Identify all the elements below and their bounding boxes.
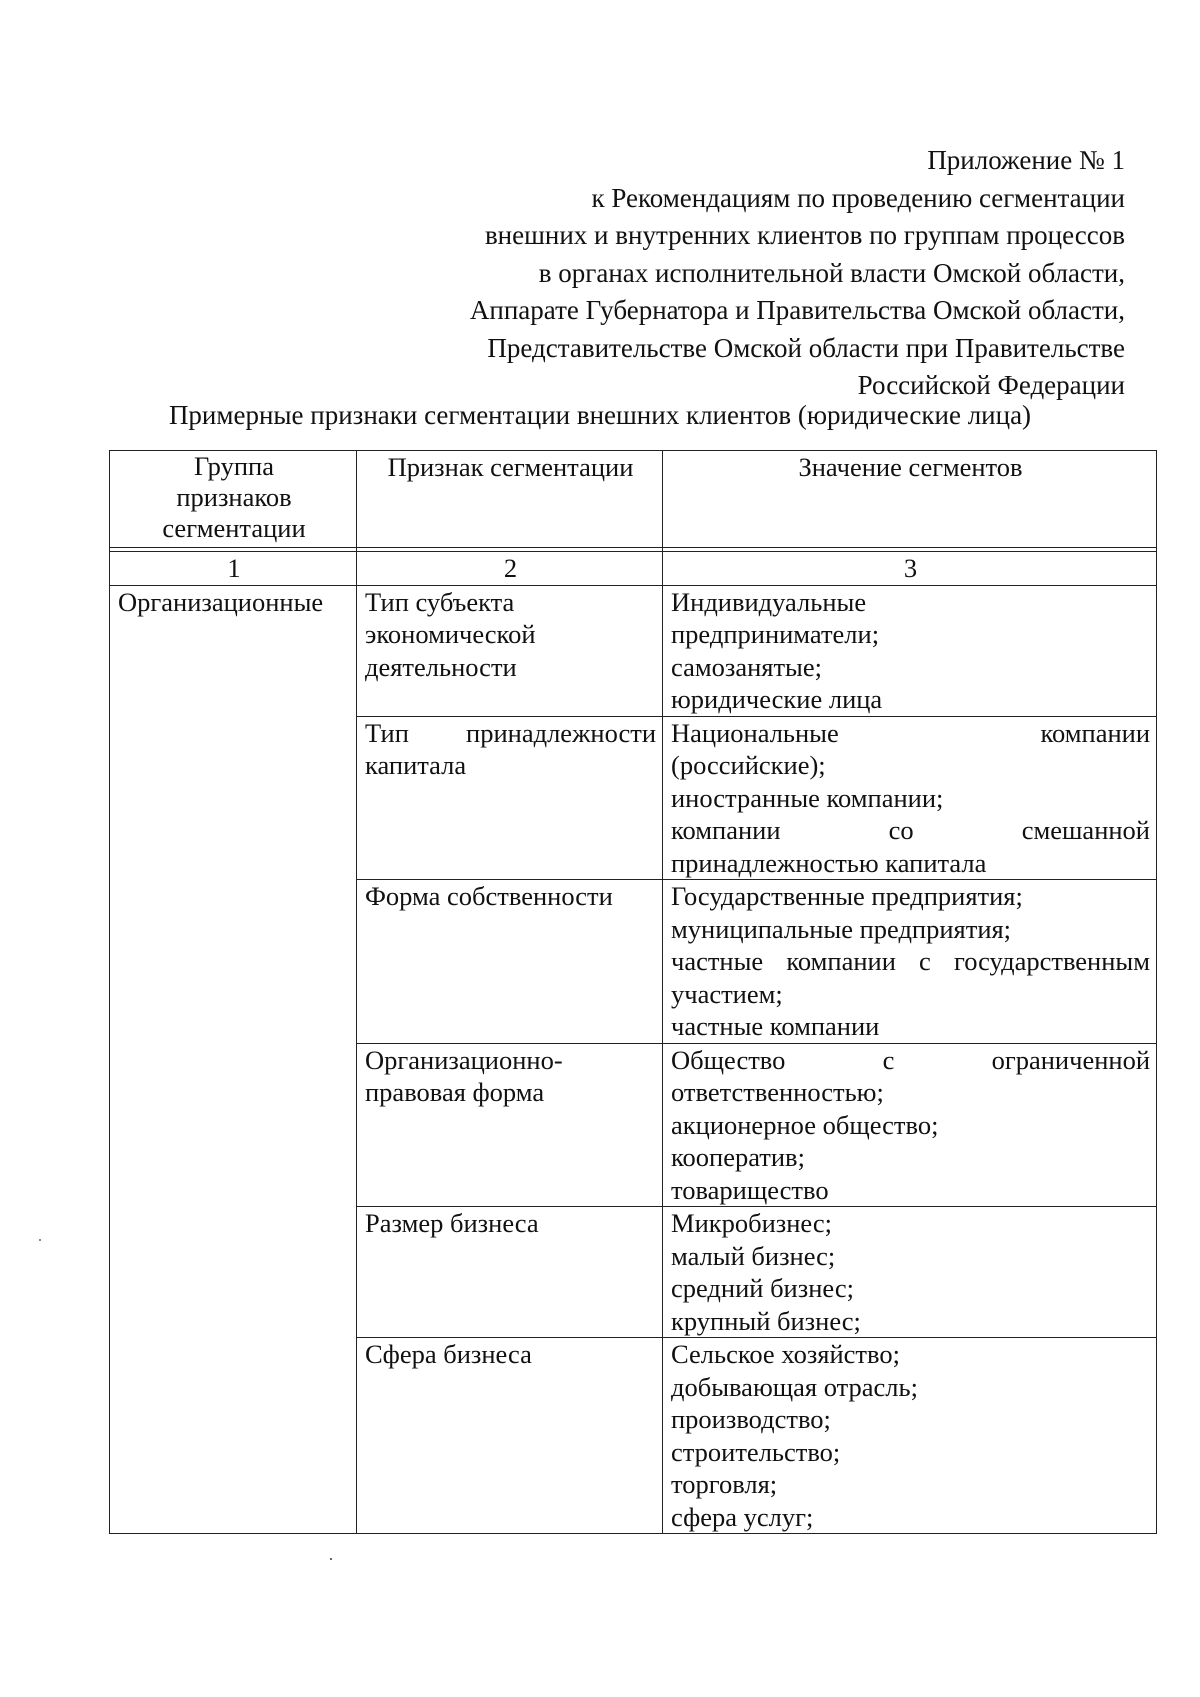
header-feature: Признак сегментации bbox=[357, 451, 663, 548]
scan-speck bbox=[330, 1558, 332, 1560]
annex-line: Российской Федерации bbox=[857, 370, 1125, 400]
feature-line: Размер бизнеса bbox=[365, 1208, 539, 1238]
header-group bbox=[110, 451, 357, 548]
value-line: иностранные компании; bbox=[671, 782, 944, 813]
group-cell: Организационные bbox=[110, 585, 357, 1534]
value-line: (российские); bbox=[671, 750, 826, 780]
feature-line: правовая форма bbox=[365, 1077, 545, 1107]
value-line: самозанятые; bbox=[671, 651, 822, 682]
value-line: ответственностью; bbox=[671, 1077, 884, 1107]
value-line: малый бизнес; bbox=[671, 1240, 836, 1271]
header-group-line: признаков bbox=[176, 482, 292, 512]
feature-line: экономической bbox=[365, 619, 536, 649]
column-number: 2 bbox=[357, 552, 663, 586]
value-line: Индивидуальные bbox=[671, 586, 867, 617]
value-line: юридические лица bbox=[671, 684, 883, 714]
scan-speck bbox=[39, 1239, 41, 1241]
value-line: Государственные предприятия; bbox=[671, 881, 1023, 911]
value-line: производство; bbox=[671, 1404, 831, 1434]
value-line: строительство; bbox=[671, 1436, 841, 1467]
value-line: Общество с ограниченной bbox=[671, 1044, 1150, 1075]
value-line: Микробизнес; bbox=[671, 1208, 832, 1238]
feature-cell bbox=[357, 1207, 663, 1338]
value-line: средний бизнес; bbox=[671, 1273, 854, 1303]
value-cell bbox=[663, 1338, 1157, 1534]
column-number: 3 bbox=[663, 552, 1157, 586]
value-cell bbox=[663, 1207, 1157, 1338]
value-line: частные компании с государственным bbox=[671, 946, 1150, 976]
annex-line: к Рекомендациям по проведению сегментации bbox=[591, 182, 1125, 213]
column-number-row bbox=[110, 552, 1157, 586]
value-line: Сельское хозяйство; bbox=[671, 1339, 900, 1369]
value-cell bbox=[663, 1043, 1157, 1207]
feature-cell bbox=[357, 880, 663, 1044]
value-cell bbox=[663, 716, 1157, 880]
annex-line: Представительстве Омской области при Правительстве bbox=[487, 332, 1125, 363]
value-cell bbox=[663, 880, 1157, 1044]
annex-line: внешних и внутренних клиентов по группам процессов bbox=[484, 220, 1125, 250]
feature-line: капитала bbox=[365, 750, 467, 780]
column-number: 1 bbox=[110, 552, 357, 586]
feature-cell bbox=[357, 1338, 663, 1534]
table-row bbox=[110, 585, 1157, 716]
value-line: добывающая отрасль; bbox=[671, 1371, 918, 1402]
annex-header bbox=[365, 142, 1125, 405]
value-line: участием; bbox=[671, 978, 783, 1009]
feature-line: Тип принадлежности bbox=[365, 717, 656, 748]
header-group-line: сегментации bbox=[162, 513, 306, 543]
value-cell bbox=[663, 585, 1157, 716]
document-title: Примерные признаки сегментации внешних клиентов (юридические лица) bbox=[168, 400, 1032, 430]
feature-line: Сфера бизнеса bbox=[365, 1339, 532, 1369]
feature-line: деятельности bbox=[365, 651, 517, 682]
header-group-line: Группа bbox=[194, 451, 274, 481]
annex-line: в органах исполнительной власти Омской области, bbox=[538, 257, 1125, 288]
value-line: кооператив; bbox=[671, 1142, 805, 1172]
annex-line: Аппарате Губернатора и Правительства Омской области, bbox=[469, 295, 1125, 325]
value-line: частные компании bbox=[671, 1011, 880, 1041]
value-line: Национальные компании bbox=[671, 717, 1150, 748]
header-values: Значение сегментов bbox=[663, 451, 1157, 548]
feature-line: Форма собственности bbox=[365, 881, 613, 911]
segmentation-table bbox=[109, 450, 1157, 1534]
feature-cell bbox=[357, 716, 663, 880]
feature-cell bbox=[357, 585, 663, 716]
value-line: торговля; bbox=[671, 1469, 778, 1499]
feature-line: Тип субъекта bbox=[365, 586, 515, 617]
value-line: товарищество bbox=[671, 1174, 829, 1205]
annex-line: Приложение № 1 bbox=[927, 145, 1125, 175]
table-header-row bbox=[110, 451, 1157, 548]
value-line: сфера услуг; bbox=[671, 1501, 814, 1532]
feature-line: Организационно- bbox=[365, 1044, 563, 1075]
value-line: муниципальные предприятия; bbox=[671, 913, 1012, 944]
value-line: крупный бизнес; bbox=[671, 1305, 861, 1336]
feature-cell bbox=[357, 1043, 663, 1207]
value-line: принадлежностью капитала bbox=[671, 847, 987, 878]
value-line: акционерное общество; bbox=[671, 1109, 939, 1140]
value-line: компании со смешанной bbox=[671, 815, 1150, 845]
value-line: предприниматели; bbox=[671, 619, 880, 649]
